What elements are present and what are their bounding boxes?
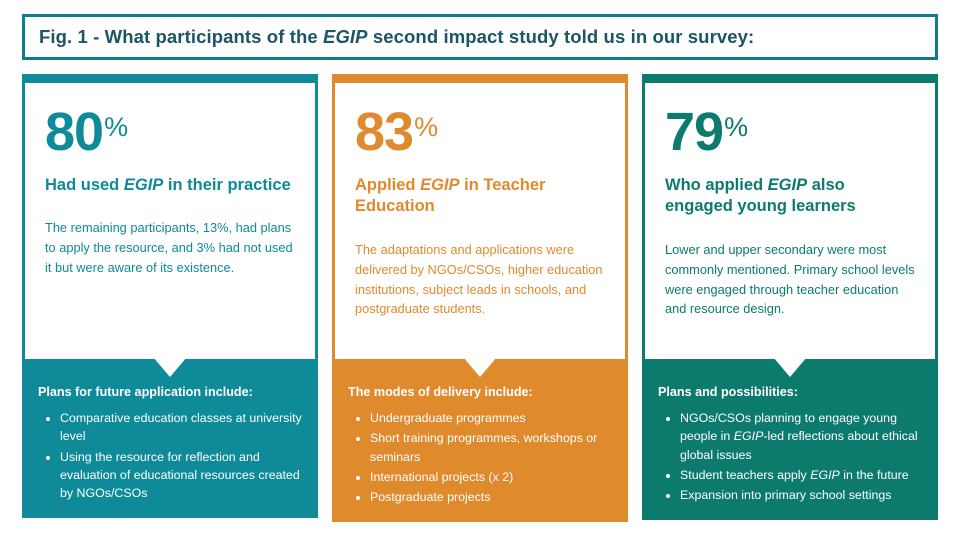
footer-panel-2 bbox=[332, 358, 628, 522]
stat-number-3: 79 bbox=[665, 102, 724, 162]
stat-card-3 bbox=[642, 74, 938, 362]
stat-card-2 bbox=[332, 74, 628, 362]
list-item: • International projects (x 2) bbox=[370, 468, 612, 486]
stat-card-1 bbox=[22, 74, 318, 362]
card-heading-suffix-2: in Teacher Education bbox=[355, 176, 546, 216]
card-heading-prefix-3: Who applied bbox=[665, 176, 768, 194]
stat-value-1 bbox=[45, 102, 295, 162]
footer-title-1: Plans for future application include: bbox=[38, 385, 253, 399]
card-heading-suffix-3: also engaged young learners bbox=[665, 176, 856, 216]
card-body-3: Lower and upper secondary were most commonly mentioned. Primary school levels were engaged through teacher education and resource design. bbox=[665, 241, 915, 317]
down-arrow-icon-1 bbox=[153, 357, 187, 377]
column-3 bbox=[642, 74, 938, 520]
card-heading-2 bbox=[355, 175, 605, 218]
footer-panel-1 bbox=[22, 358, 318, 518]
stat-number-2: 83 bbox=[355, 102, 414, 162]
list-item-emphasis: EGIP bbox=[810, 467, 840, 482]
page-title bbox=[39, 26, 754, 48]
stat-number-1: 80 bbox=[45, 102, 104, 162]
list-item bbox=[680, 409, 922, 463]
stat-value-3 bbox=[665, 102, 915, 162]
footer-title-2: The modes of delivery include: bbox=[348, 385, 533, 399]
down-arrow-icon-3 bbox=[773, 357, 807, 377]
footer-list-3 bbox=[658, 409, 922, 504]
title-prefix: Fig. 1 - What participants of the bbox=[39, 26, 323, 47]
title-suffix: second impact study told us in our survey: bbox=[367, 26, 755, 47]
card-heading-3 bbox=[665, 175, 915, 218]
card-body-1: The remaining participants, 13%, had plans to apply the resource, and 3% had not used it but were aware of its existence. bbox=[45, 220, 293, 276]
list-item-prefix: NGOs/CSOs planning to engage young people in bbox=[680, 411, 897, 444]
list-item: • Expansion into primary school settings bbox=[680, 486, 922, 504]
card-heading-prefix-2: Applied bbox=[355, 176, 421, 194]
card-body-2: The adaptations and applications were delivered by NGOs/CSOs, higher education institutions, subject leads in schools, and postgraduate students. bbox=[355, 241, 603, 317]
list-item: • Comparative education classes at university level bbox=[60, 409, 302, 445]
stat-percent-2: % bbox=[414, 112, 439, 142]
card-heading-emphasis-3: EGIP bbox=[767, 176, 808, 194]
column-1 bbox=[22, 74, 318, 518]
figure-title-bar bbox=[22, 14, 938, 60]
column-2 bbox=[332, 74, 628, 522]
footer-panel-3 bbox=[642, 358, 938, 520]
down-arrow-icon-2 bbox=[463, 357, 497, 377]
card-heading-suffix-1: in their practice bbox=[163, 176, 291, 194]
list-item-suffix: in the future bbox=[839, 467, 909, 482]
list-item-emphasis: EGIP bbox=[733, 429, 764, 444]
list-item: • Short training programmes, workshops or seminars bbox=[370, 429, 612, 465]
card-heading-emphasis-2: EGIP bbox=[420, 176, 460, 194]
footer-list-2 bbox=[348, 409, 612, 506]
list-item-prefix: Student teachers apply bbox=[680, 467, 811, 482]
footer-list-1 bbox=[38, 409, 302, 502]
card-heading-1 bbox=[45, 175, 295, 196]
card-heading-prefix-1: Had used bbox=[45, 176, 124, 194]
stat-percent-1: % bbox=[104, 112, 129, 142]
title-emphasis: EGIP bbox=[323, 26, 368, 47]
card-heading-emphasis-1: EGIP bbox=[123, 176, 164, 194]
list-item bbox=[680, 466, 922, 484]
list-item: • Postgraduate projects bbox=[370, 488, 612, 506]
columns-container bbox=[22, 74, 938, 522]
footer-title-3: Plans and possibilities: bbox=[658, 385, 798, 399]
stat-value-2 bbox=[355, 102, 605, 162]
list-item: • Using the resource for reflection and evaluation of educational resources created by NGOs/CSOs bbox=[60, 448, 302, 502]
stat-percent-3: % bbox=[724, 112, 749, 142]
list-item-suffix: -led reflections about ethical global issues bbox=[680, 429, 918, 462]
list-item: • Undergraduate programmes bbox=[370, 409, 612, 427]
